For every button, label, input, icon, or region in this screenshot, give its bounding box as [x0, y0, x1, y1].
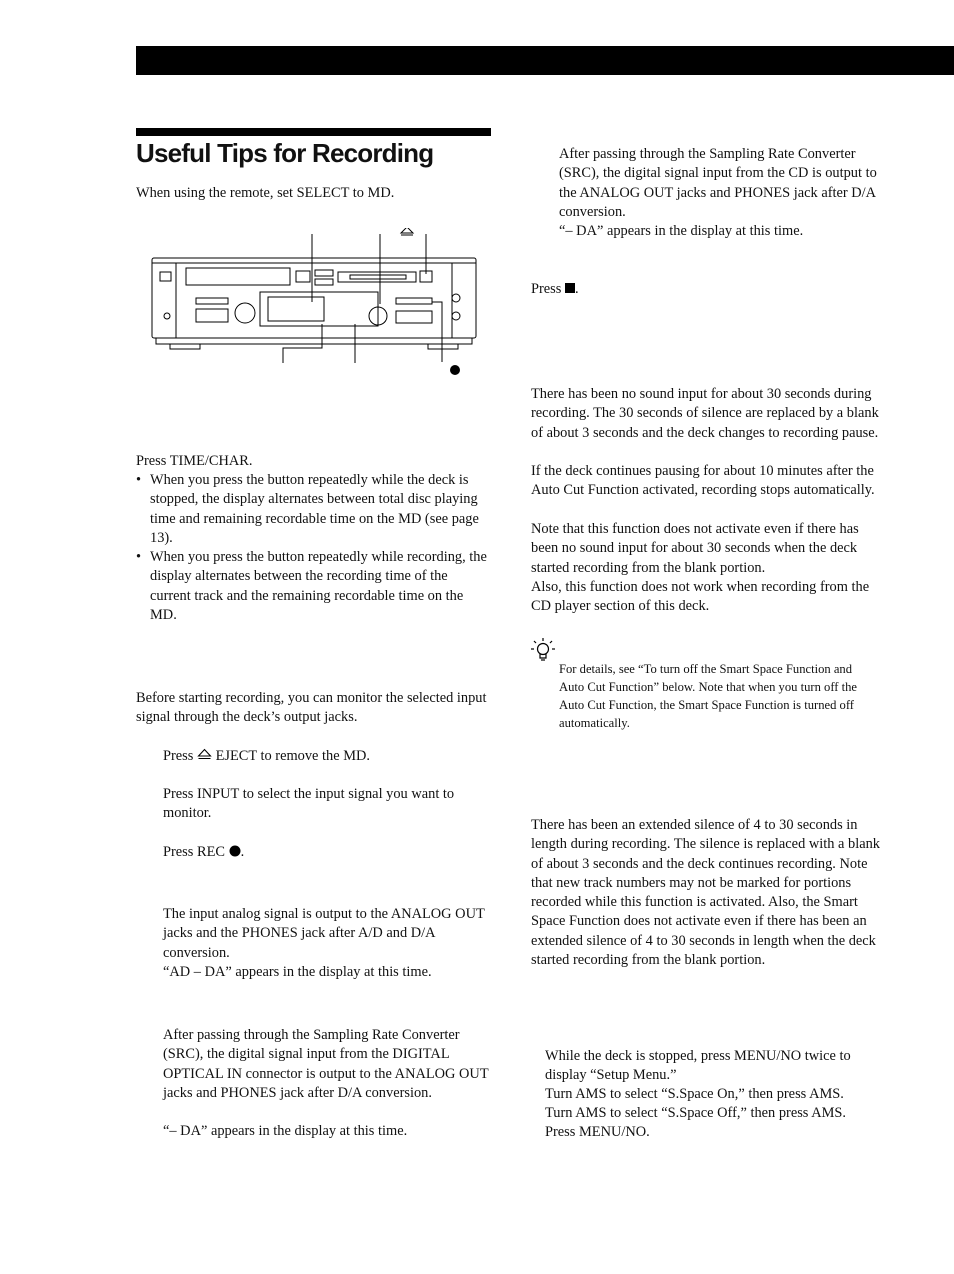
turn-off-step-4: Press MENU/NO.: [545, 1124, 650, 1140]
cd-description: After passing through the Sampling Rate Converter (SRC), the digital signal input from the CD is output to the ANALOG OUT jacks and PHONES jack after D/A conversion.: [559, 146, 877, 220]
optical-description: After passing through the Sampling Rate Converter (SRC), the digital signal input from the DIGITAL OPTICAL IN connector is output to the ANALOG OUT jacks and PHONES jack after D/A conversion.: [163, 1027, 489, 1101]
turn-off-step-3: Turn AMS to select “S.Space Off,” then press AMS.: [545, 1105, 846, 1121]
list-item: • When you press the button repeatedly while recording, the display alternates between the recording time of the current track and the remaining recordable time on the MD.: [136, 548, 488, 625]
analog-display-note: “AD – DA” appears in the display at this time.: [163, 964, 432, 980]
analog-description: The input analog signal is output to the ANALOG OUT jacks and the PHONES jack after A/D and D/A conversion.: [163, 906, 485, 961]
time-char-instruction: Press TIME/CHAR.: [136, 453, 253, 469]
auto-cut-timeout: If the deck continues pausing for about 10 minutes after the Auto Cut Function activated, recording stops automatically.: [531, 463, 875, 499]
page-title: Useful Tips for Recording: [136, 138, 434, 168]
remote-instruction: When using the remote, set SELECT to MD.: [136, 185, 395, 201]
bullet-text: When you press the button repeatedly while recording, the display alternates between the recording time of the current track and the remaining recordable time on the MD.: [150, 549, 487, 623]
rec-icon: [229, 845, 241, 857]
eject-icon: [401, 228, 413, 235]
auto-cut-description: There has been no sound input for about 30 seconds during recording. The 30 seconds of silence are replaced by a blank of about 3 seconds and the deck changes to recording pause.: [531, 386, 879, 441]
auto-cut-note: Note that this function does not activate even if there has been no sound input for about 30 seconds when the deck started recording from the blank portion.: [531, 521, 859, 576]
bullet-text: When you press the button repeatedly while the deck is stopped, the display alternates between total disc playing time and remaining recordable time on the MD (see page 13).: [150, 472, 479, 546]
monitor-intro: Before starting recording, you can monitor the selected input signal through the deck’s output jacks.: [136, 690, 487, 726]
step-eject: Press EJECT to remove the MD.: [163, 748, 370, 764]
list-item: • When you press the button repeatedly while the deck is stopped, the display alternates between total disc playing time and remaining recordable time on the MD (see page 13).: [136, 471, 488, 548]
eject-icon: [197, 748, 212, 761]
auto-cut-cd-note: Also, this function does not work when recording from the CD player section of this deck.: [531, 579, 870, 615]
step-rec: Press REC .: [163, 844, 245, 860]
step-input: Press INPUT to select the input signal you want to monitor.: [163, 786, 455, 822]
turn-off-step-2: Turn AMS to select “S.Space On,” then press AMS.: [545, 1086, 844, 1102]
header-bar: [136, 46, 954, 75]
cd-display-note: “– DA” appears in the display at this time.: [559, 223, 804, 239]
turn-off-step-1: While the deck is stopped, press MENU/NO twice to display “Setup Menu.”: [545, 1048, 851, 1084]
optical-display-note: “– DA” appears in the display at this time.: [163, 1123, 408, 1139]
stop-icon: [565, 283, 575, 293]
title-rule: [136, 128, 491, 136]
tip-text: For details, see “To turn off the Smart Space Function and Auto Cut Function” below. Note that when you turn off the Auto Cut Function, the Smart Space Function is turned off automatically.: [559, 662, 858, 730]
stop-instruction: Press .: [531, 281, 579, 297]
rec-icon: [450, 365, 460, 375]
deck-illustration: [140, 228, 485, 383]
smart-space-description: There has been an extended silence of 4 to 30 seconds in length during recording. The silence is replaced with a blank of about 3 seconds and the deck continues recording. Note that new track numbers may not be marked for portions recorded while this function is activated. Also, the Smart Space Function does not activate even if there has been an extended silence of 4 to 30 seconds in length when the deck started recording from the blank portion.: [531, 817, 880, 969]
tip-icon: [530, 636, 556, 664]
